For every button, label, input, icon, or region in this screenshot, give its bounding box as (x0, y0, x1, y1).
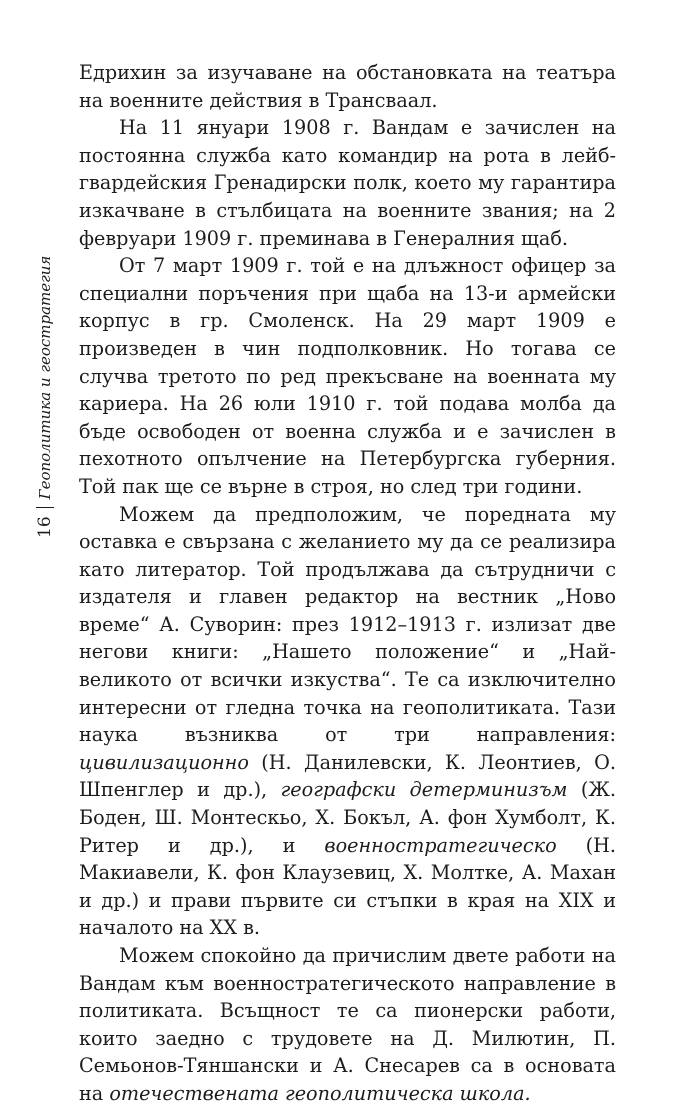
page-number: 16 (35, 516, 55, 538)
paragraph-4-text-4: (Н. Макиавели, К. фон Клаузевиц, Х. Молтке, А. Махан и др.) и прави първите си стъпки в края на XIX и началото на XX в. (79, 833, 616, 940)
paragraph-4 (79, 501, 616, 943)
running-head-title: Геополитика и геостратегия (36, 255, 54, 500)
paragraph-4-text-1: Можем да предположим, че поредната му оставка е свързана с желанието му да се реализира като литератор. Той продължава да сътрудничи с издателя и главен редактор на вестник „Ново време“ А. Суворин: през 1912–1913 г. излизат две негови книги: „Нашето положение“ и „Най-великото от всички изкуства“. Те са изключително интересни от гледна точка на геополитиката. Тази наука възниква от три направления: (79, 502, 616, 747)
paragraph-4-italic-3: военностратегическо (324, 833, 557, 857)
paragraph-5-italic-1: отечествената геополитическа школа. (109, 1081, 531, 1105)
paragraph-4-italic-1: цивилизационно (79, 750, 249, 774)
paragraph-5 (79, 942, 616, 1108)
running-head-divider (36, 507, 54, 508)
paragraph-4-text-2: (Н. Данилевски, К. Леонтиев, О. Шпенглер и др.), (79, 750, 616, 802)
paragraph-5-text-1: Можем спокойно да причислим двете работи на Вандам към военностратегическото направление в политиката. Всъщност те са пионерски работи, които заедно с трудовете на Д. Милютин, П. Семьонов-Тяншански и А. Снесарев са в основата на (79, 944, 616, 1105)
running-head (36, 256, 54, 538)
paragraph-4-italic-2: географски детерминизъм (280, 778, 568, 802)
paragraph-1: Едрихин за изучаване на обстановката на театъра на военните действия в Трансваал. (79, 61, 616, 112)
page-body (79, 59, 616, 1108)
paragraph-2: На 11 януари 1908 г. Вандам е зачислен на постоянна служба като командир на рота в лейб-гвардейския Гренадирски полк, което му гарантира изкачване в стълбицата на военните звания; на 2 февруари 1909 г. преминава в Генералния щаб. (79, 116, 616, 250)
paragraph-3: От 7 март 1909 г. той е на длъжност офицер за специални поръчения при щаба на 13-и армейски корпус в гр. Смоленск. На 29 март 1909 е произведен в чин подполковник. Но тогава се случва третото по ред прекъсване на военната му кариера. На 26 юли 1910 г. той подава молба да бъде освободен от военна служба и е зачислен в пехотното опълчение на Петербургска губерния. Той пак ще се върне в строя, но след три години. (79, 254, 616, 498)
paragraph-4-text-3: (Ж. Боден, Ш. Монтескьо, Х. Бокъл, А. фон Хумболт, К. Ритер и др.), и (79, 778, 616, 857)
